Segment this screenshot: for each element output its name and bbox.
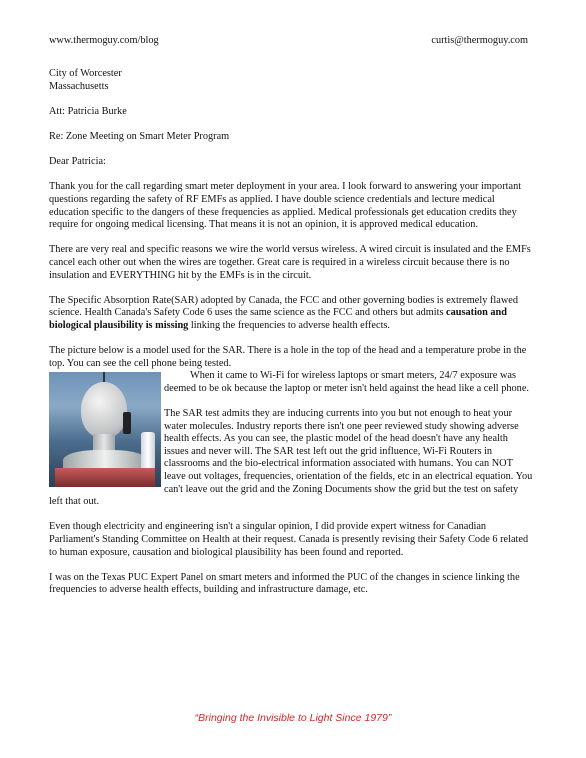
bottle-shape (141, 432, 155, 472)
footer-tagline: “Bringing the Invisible to Light Since 1979” (194, 712, 392, 724)
head-model-shape (81, 382, 127, 438)
paragraph-2: There are very real and specific reasons we wire the world versus wireless. A wired circuit is insulated and the EMFs cancel each other out when the wires are together. Great care is required in a wireless circuit because there is no insulation and EVERYTHING hit by the EMFs is in the circuit. (49, 244, 531, 281)
cell-phone-shape (123, 412, 131, 434)
paragraph-5: When it came to Wi-Fi for wireless laptops or smart meters, 24/7 exposure was deemed to be ok because the laptop or meter isn't held against the head like a cell phone. (164, 370, 529, 394)
address-line-1: City of Worcester (49, 68, 122, 79)
address-line-2: Massachusetts (49, 80, 109, 92)
paragraph-4: The picture below is a model used for the SAR. There is a hole in the top of the head and a temperature probe in the top. You can see the cell phone being tested. (49, 345, 527, 369)
email-link[interactable]: curtis@thermoguy.com (431, 35, 528, 46)
paragraph-6: The SAR test admits they are inducing currents into you but not enough to heat your water molecules. Industry reports there isn't one peer reviewed study showing adverse health effects. As you can see, the plastic model of the head doesn't have any health issues and never will. The SAR test left out the grid influence, Wi-Fi Routers in classrooms and the bio-electrical information associated with humans. You can NOT leave out voltages, frequencies, orientation of the fields, etc in an electrical equation. You can't leave out the grid and the Zoning Documents show the grid but the test on safety left that out. (49, 408, 533, 508)
letter-body (49, 68, 533, 610)
attention-line: Att: Patricia Burke (49, 105, 127, 117)
base-shape (55, 468, 155, 487)
paragraph-3-bold: causation and biological plausibility is missing (49, 307, 507, 331)
letterhead (49, 35, 528, 49)
figure-block (49, 370, 533, 521)
paragraph-3-text-b: linking the frequencies to adverse health effects. (188, 319, 391, 331)
paragraph-3-text-a: The Specific Absorption Rate(SAR) adopted by Canada, the FCC and other governing bodies is extremely flawed science. Health Canada's Safety Code 6 uses the same science as the FCC and others but admits (49, 294, 518, 319)
salutation: Dear Patricia: (49, 156, 106, 168)
paragraph-8: I was on the Texas PUC Expert Panel on smart meters and informed the PUC of the changes in science linking the frequencies to adverse health effects, building and infrastructure damage, etc. (49, 571, 520, 596)
paragraph-1: Thank you for the call regarding smart meter deployment in your area. I look forward to answering your important questions regarding the safety of RF EMFs as applied. I have double science credentials and lecture medical education specific to the dangers of these frequencies as applied. Medical professionals get education credits they require for ongoing medical licensing. That means it is not an opinion, it is approved medical education. (49, 181, 522, 231)
sar-model-photo (49, 372, 161, 487)
paragraph-7: Even though electricity and engineering isn't a singular opinion, I did provide expert witness for Canadian Parliament's Standing Committee on Health at their request. Canada is presently revising their Safety Code 6 related to human exposure, causation and biological plausibility has been found and reported. (49, 521, 529, 558)
subject-line: Re: Zone Meeting on Smart Meter Program (49, 130, 230, 142)
website-link[interactable]: www.thermoguy.com/blog (49, 35, 159, 46)
paragraph-3 (49, 295, 533, 333)
